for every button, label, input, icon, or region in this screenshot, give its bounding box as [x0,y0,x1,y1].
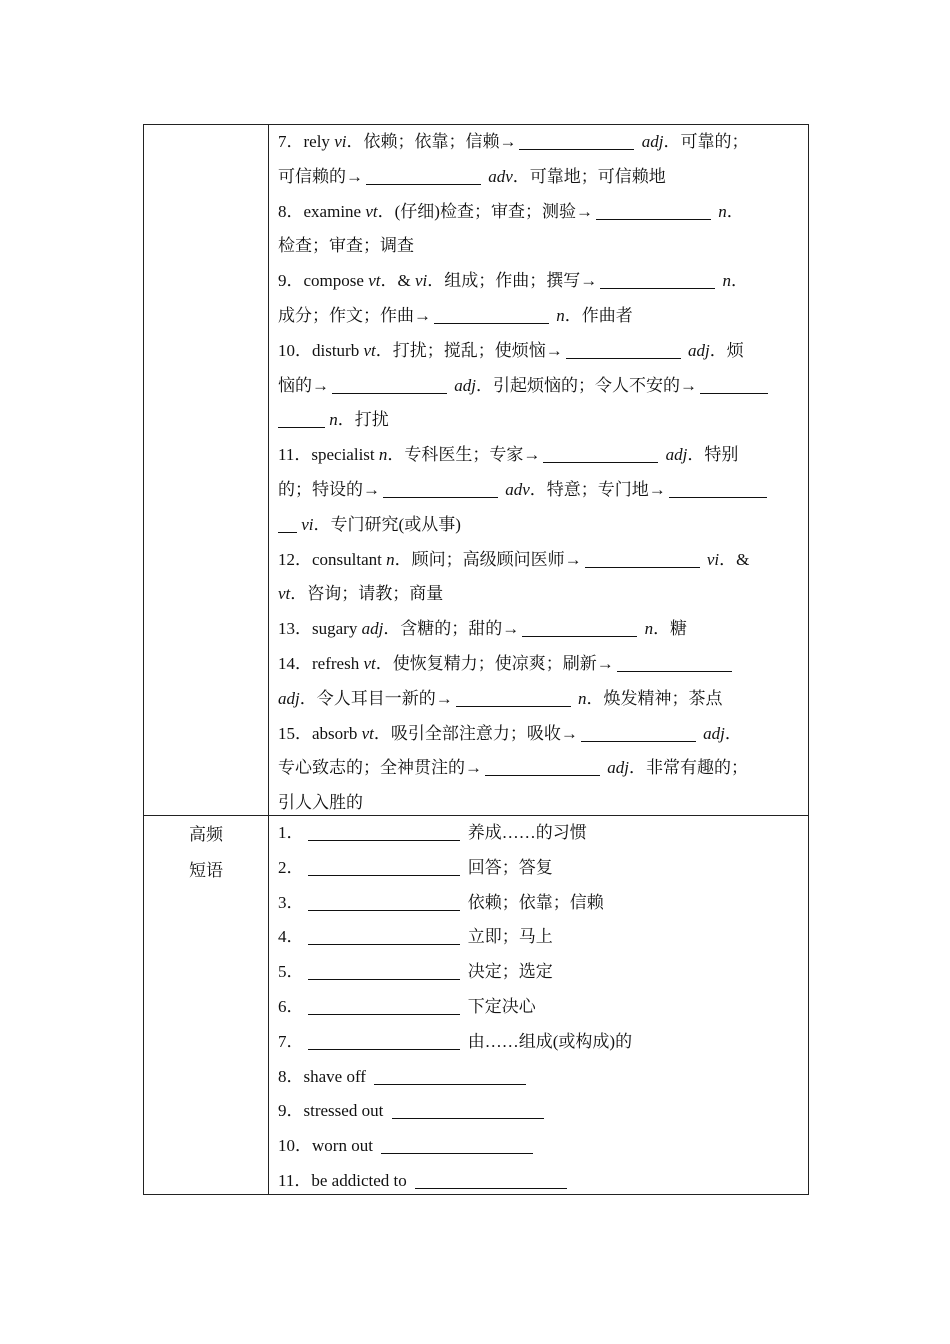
answer-blank[interactable] [585,547,700,568]
phrase-item [278,886,800,921]
word-line [278,508,800,543]
part-of-speech: n [718,201,727,221]
part-of-speech: vi [301,514,314,534]
phrase-item [278,990,800,1025]
phrase-meaning: 养成……的习惯 [463,823,587,842]
word-line [278,751,800,786]
phrase-number: 4． [278,927,304,947]
phrase-text: shave off [303,1066,371,1086]
word-text: ．打扰 [337,410,389,430]
phrase-item [278,1164,800,1199]
word-text: 9．compose [278,271,369,291]
word-text: ．& [380,271,415,291]
part-of-speech: adj [641,132,664,151]
word-text: ．吸引全部注意力；吸收→ [373,723,578,743]
part-of-speech: adj [454,375,476,395]
word-text: ．打扰；搅乱；使烦恼→ [375,340,563,360]
word-text: ．可靠的； [663,132,749,151]
answer-blank[interactable] [522,616,637,637]
answer-blank[interactable] [392,1098,544,1119]
word-line [278,125,800,160]
word-text: ．专门研究(或从事) [313,514,461,534]
word-text: ．& [719,549,750,569]
word-line [278,160,800,195]
phrase-text: be addicted to [311,1170,411,1190]
phrase-item [278,1129,800,1164]
word-text: ．(仔细)检查；审查；测验→ [377,201,593,221]
phrase-number: 6． [278,996,304,1016]
word-text: 专心致志的；全神贯注的→ [278,758,482,778]
part-of-speech: vt [368,271,381,291]
phrase-number: 8． [278,1066,304,1086]
answer-blank[interactable] [543,442,658,463]
phrase-text: stressed out [303,1101,388,1121]
word-line [278,682,800,717]
word-text: 14．refresh [278,653,364,673]
words-content-cell [269,125,809,816]
word-line [278,334,800,369]
word-text: 13．sugary [278,619,362,639]
answer-blank[interactable] [308,890,460,911]
words-label-cell [144,125,269,816]
word-line [278,299,800,334]
phrase-number: 1． [278,823,304,842]
word-line [278,264,800,299]
phrase-meaning: 回答；答复 [463,857,553,877]
word-text: ．顾问；高级顾问医师→ [394,549,582,569]
phrases-list [269,816,808,1194]
word-text: ．组成；作曲；撰写→ [427,271,598,291]
phrase-item [278,920,800,955]
part-of-speech: n [378,445,388,465]
word-text: ．咨询；请教；商量 [290,584,444,604]
word-text: 引人入胜的 [278,793,363,813]
word-text: ．含糖的；甜的→ [383,619,520,639]
words-row [144,125,809,816]
phrase-meaning: 下定决心 [463,996,536,1016]
phrase-item [278,1094,800,1129]
word-text: 11．specialist [278,445,379,465]
answer-blank[interactable] [308,924,460,945]
answer-blank[interactable] [308,820,460,841]
word-line [278,473,800,508]
phrase-item [278,816,800,851]
word-text: ．特别 [687,445,739,465]
word-text: 12．consultant [278,549,387,569]
phrase-meaning: 立即；马上 [463,927,553,947]
answer-blank[interactable] [332,373,447,394]
word-text: ．依赖；依靠；信赖→ [346,132,517,151]
phrase-number: 11． [278,1170,312,1190]
word-text: ．作曲者 [564,305,633,325]
part-of-speech: n [577,688,587,708]
answer-blank[interactable] [308,1029,460,1050]
word-line [278,229,800,264]
answer-blank[interactable] [308,959,460,980]
word-text: 成分；作文；作曲→ [278,305,431,325]
word-line [278,369,800,404]
phrase-item [278,955,800,990]
part-of-speech: adj [607,758,629,778]
word-text: 7．rely [278,132,335,151]
phrase-number: 5． [278,962,304,982]
answer-blank[interactable] [669,477,767,498]
word-line [278,543,800,578]
word-text: 10．disturb [278,340,364,360]
phrase-text: worn out [312,1136,378,1156]
answer-blank[interactable] [308,994,460,1015]
phrase-number: 10． [278,1136,312,1156]
words-list [269,125,808,815]
phrases-label-line1: 高频 [189,825,223,845]
word-line [278,438,800,473]
word-text: ． [726,201,744,221]
answer-blank[interactable] [596,199,711,220]
part-of-speech: adj [278,688,300,708]
answer-blank[interactable] [278,512,297,533]
word-text: ．引起烦恼的；令人不安的→ [475,375,697,395]
part-of-speech: n [722,271,731,291]
answer-blank[interactable] [383,477,498,498]
phrase-item [278,851,800,886]
word-line [278,647,800,682]
word-text: 恼的→ [278,375,329,395]
part-of-speech: vt [278,584,291,604]
answer-blank[interactable] [434,303,549,324]
phrase-item [278,1060,800,1095]
phrase-number: 7． [278,1031,304,1051]
word-text: 的；特设的→ [278,479,380,499]
answer-blank[interactable] [308,855,460,876]
part-of-speech: vt [363,340,376,360]
word-text: 8．examine [278,201,366,221]
answer-blank[interactable] [374,1064,526,1085]
part-of-speech: vi [334,132,347,151]
part-of-speech: vi [414,271,428,291]
word-text: ．焕发精神；茶点 [586,688,723,708]
phrases-row [144,816,809,1195]
phrases-label-cell [144,816,269,1195]
phrase-item [278,1025,800,1060]
phrase-number: 3． [278,892,304,912]
part-of-speech: n [644,619,654,639]
word-text: ．特意；专门地→ [529,479,666,499]
word-text: ．烦 [709,340,744,360]
phrase-meaning: 由……组成(或构成)的 [463,1031,633,1051]
answer-blank[interactable] [700,373,768,394]
part-of-speech: n [329,410,338,430]
word-text: ．令人耳目一新的→ [299,688,453,708]
word-text: ．使恢复精力；使凉爽；刷新→ [375,653,614,673]
answer-blank[interactable] [381,1133,533,1154]
phrase-number: 9． [278,1101,304,1121]
word-text: 检查；审查；调查 [278,236,414,256]
answer-blank[interactable] [415,1168,567,1189]
word-text: ． [730,271,748,291]
answer-blank[interactable] [456,686,571,707]
phrase-meaning: 依赖；依靠；信赖 [463,892,604,912]
answer-blank[interactable] [519,129,634,150]
word-text: ．糖 [653,619,688,639]
part-of-speech: vt [363,653,376,673]
part-of-speech: adj [665,445,688,465]
answer-blank[interactable] [366,164,481,185]
vocabulary-table [143,124,809,1195]
word-line [278,577,800,612]
answer-blank[interactable] [600,268,715,289]
answer-blank[interactable] [581,721,696,742]
word-text: ．可靠地；可信赖地 [512,166,666,186]
word-text: ．非常有趣的； [628,758,748,778]
part-of-speech: vt [361,723,374,743]
word-text: 15．absorb [278,723,362,743]
part-of-speech: n [386,549,395,569]
part-of-speech: adj [688,340,710,360]
part-of-speech: adj [703,723,725,743]
part-of-speech: vt [365,201,378,221]
phrases-label-line2: 短语 [189,861,223,881]
part-of-speech: adj [361,619,384,639]
part-of-speech: adv [505,479,530,499]
word-line [278,612,800,647]
word-line [278,195,800,230]
part-of-speech: n [556,305,565,325]
phrase-meaning: 决定；选定 [463,962,553,982]
word-text: ．专科医生；专家→ [387,445,541,465]
word-line [278,717,800,752]
word-text: 可信赖的→ [278,166,363,186]
part-of-speech: vi [706,549,720,569]
phrases-content-cell [269,816,809,1195]
answer-blank[interactable] [485,755,600,776]
answer-blank[interactable] [278,407,325,428]
answer-blank[interactable] [566,338,681,359]
part-of-speech: adv [488,166,513,186]
word-text: ． [724,723,742,743]
phrase-number: 2． [278,857,304,877]
word-line [278,403,800,438]
answer-blank[interactable] [617,651,732,672]
